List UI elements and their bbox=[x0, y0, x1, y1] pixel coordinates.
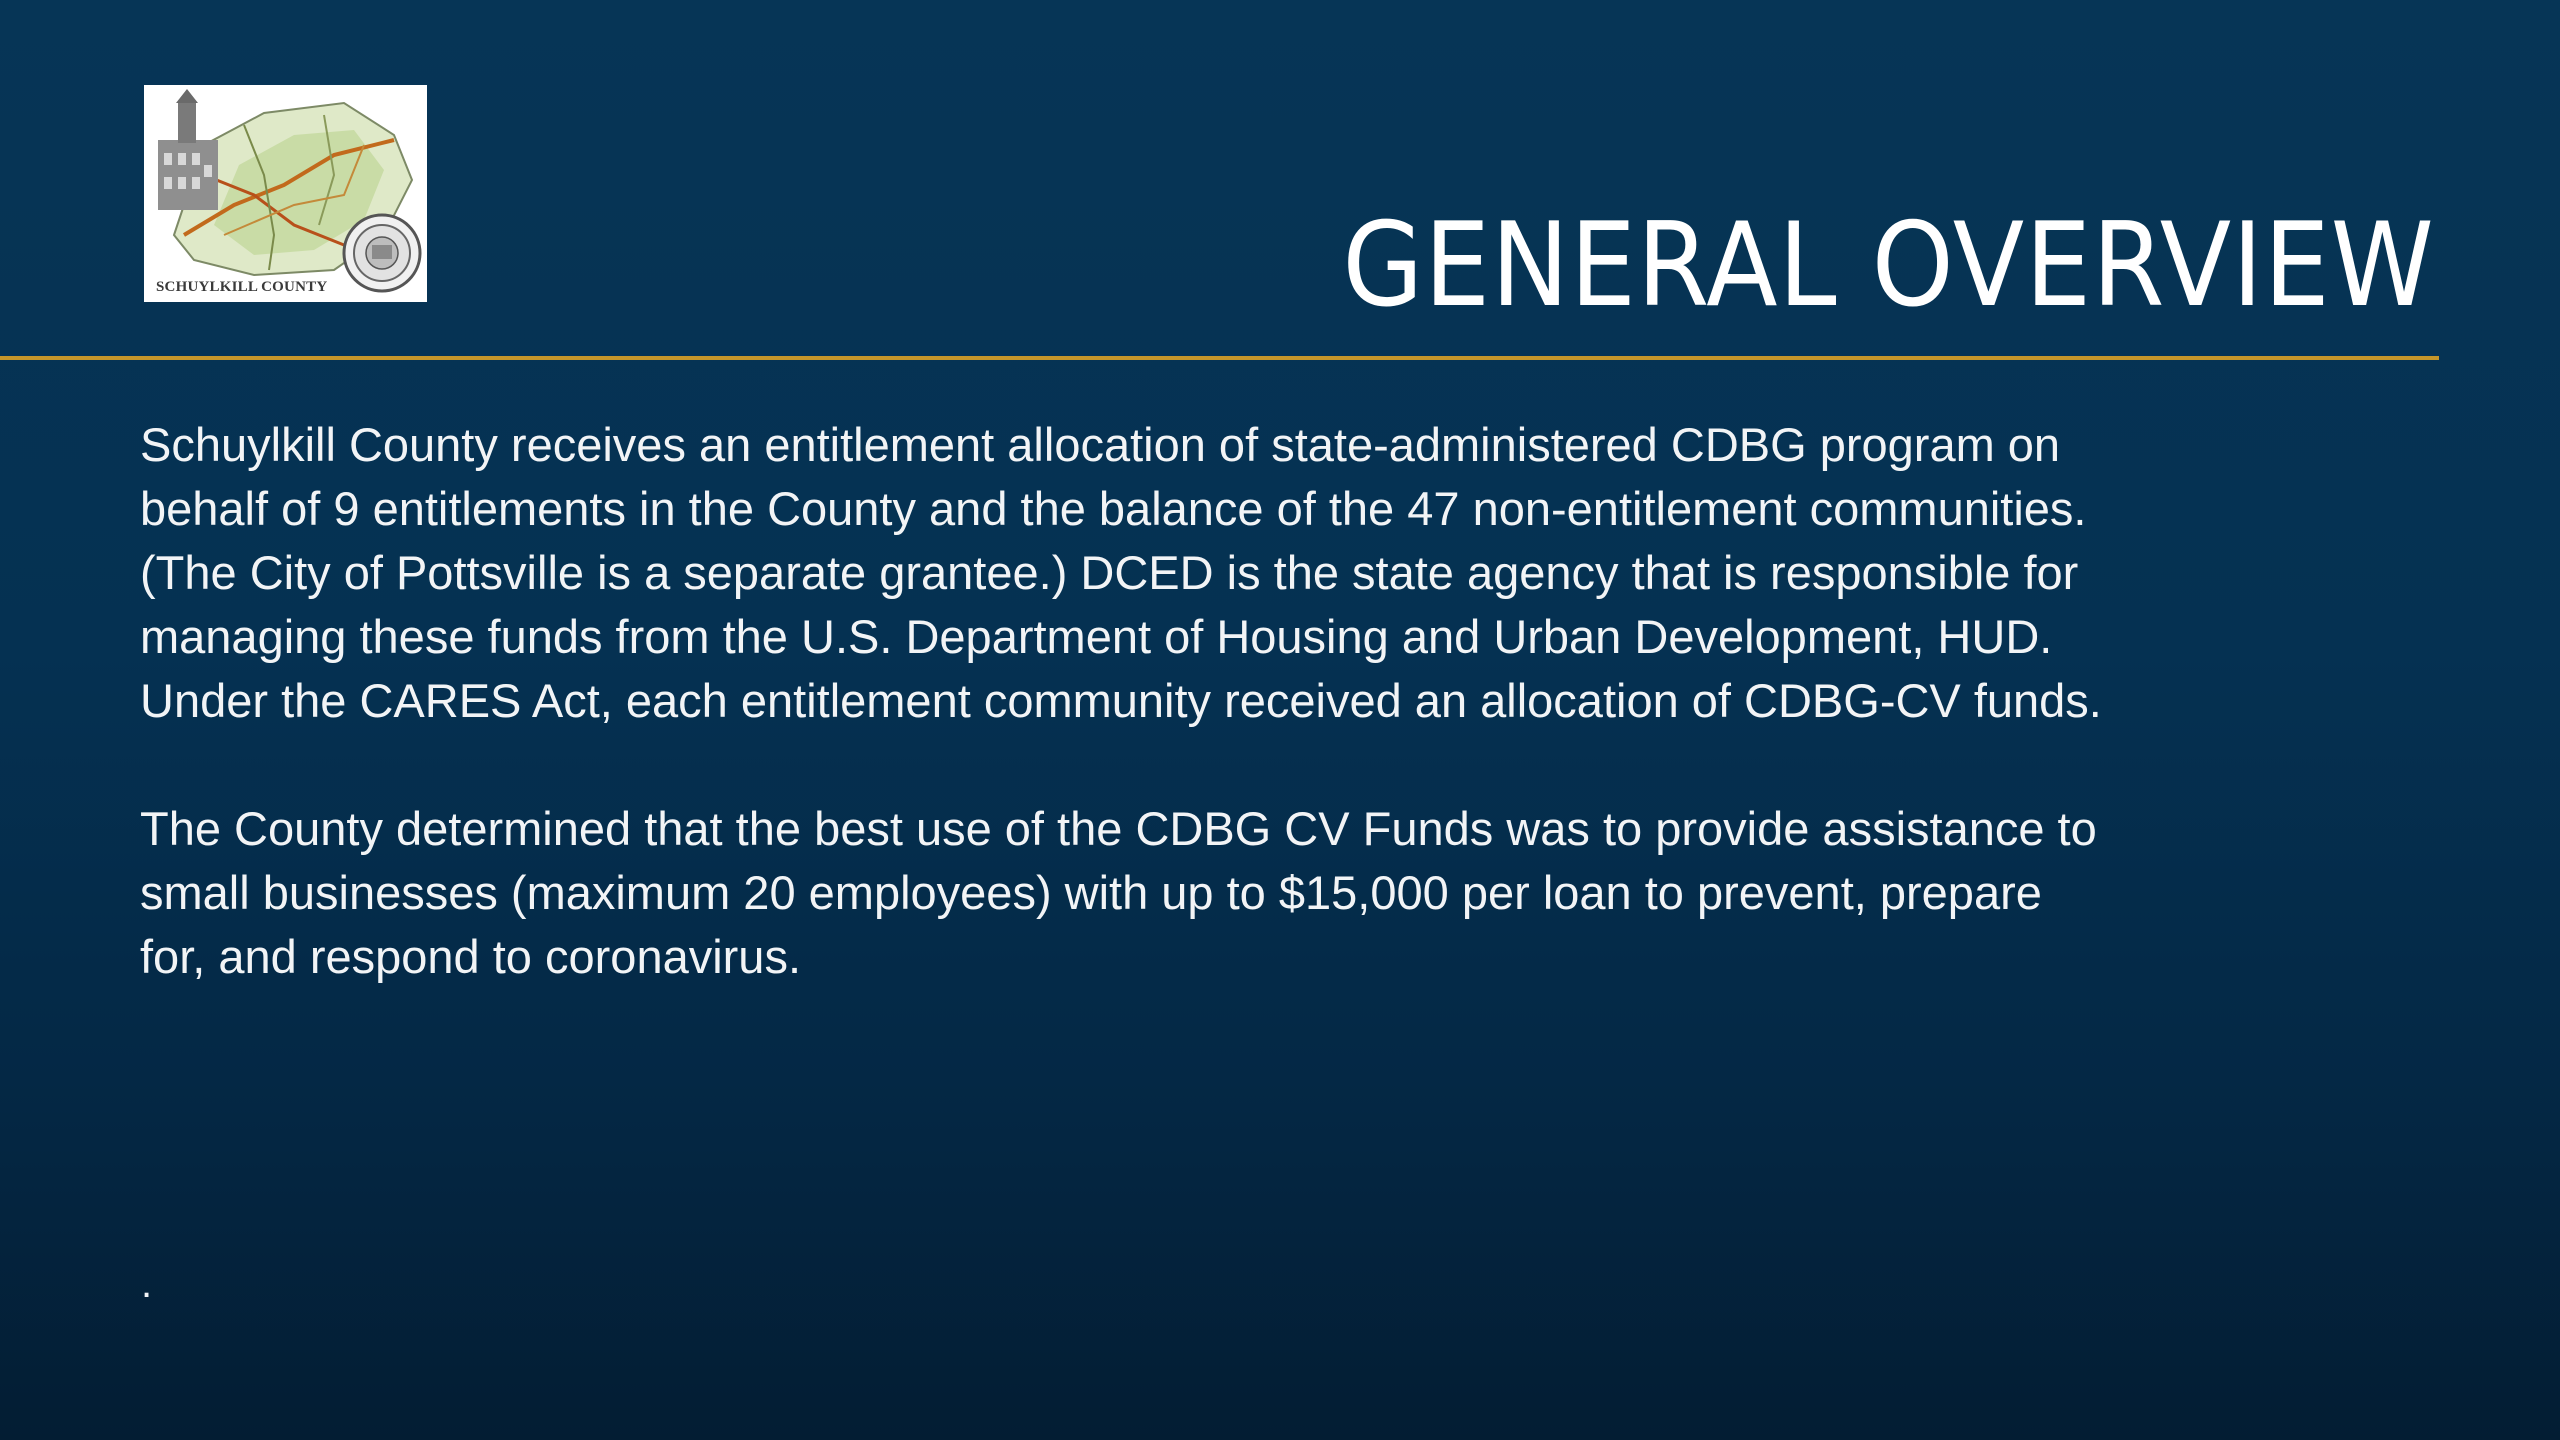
slide-title: GENERAL OVERVIEW bbox=[1342, 198, 2435, 333]
paragraph-line: (The City of Pottsville is a separate grantee.) DCED is the state agency that is responsible for bbox=[140, 546, 2079, 599]
county-logo bbox=[144, 85, 427, 302]
slide-body bbox=[140, 413, 2340, 989]
paragraph-line: for, and respond to coronavirus. bbox=[140, 930, 802, 983]
paragraph-line: The County determined that the best use of the CDBG CV Funds was to provide assistance to bbox=[140, 802, 2097, 855]
overview-paragraph bbox=[140, 413, 2340, 733]
paragraph-line: Schuylkill County receives an entitlement allocation of state-administered CDBG program on bbox=[140, 418, 2061, 471]
assistance-paragraph bbox=[140, 797, 2340, 989]
trailing-mark: . bbox=[141, 1262, 153, 1306]
paragraph-line: Under the CARES Act, each entitlement community received an allocation of CDBG-CV funds. bbox=[140, 674, 2102, 727]
paragraph-line: small businesses (maximum 20 employees) with up to $15,000 per loan to prevent, prepare bbox=[140, 866, 2042, 919]
paragraph-line: behalf of 9 entitlements in the County and the balance of the 47 non-entitlement communities. bbox=[140, 482, 2087, 535]
logo-caption: SCHUYLKILL COUNTY bbox=[156, 279, 328, 295]
paragraph-line: managing these funds from the U.S. Department of Housing and Urban Development, HUD. bbox=[140, 610, 2053, 663]
county-map-icon bbox=[144, 85, 427, 302]
title-divider bbox=[0, 356, 2439, 360]
